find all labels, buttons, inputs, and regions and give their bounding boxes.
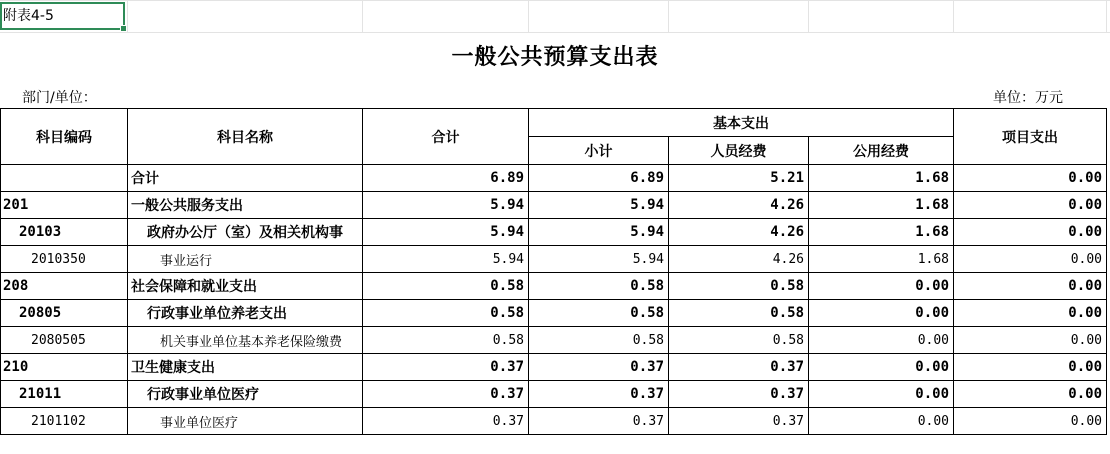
col-header-basic[interactable]: 基本支出	[529, 109, 954, 137]
cell-name[interactable]: 一般公共服务支出	[128, 192, 363, 219]
cell-public[interactable]: 0.00	[809, 381, 954, 408]
table-row[interactable]	[1, 246, 1107, 273]
col-header-subtotal[interactable]: 小计	[529, 137, 669, 165]
cell-project[interactable]: 0.00	[954, 300, 1107, 327]
table-row[interactable]	[1, 219, 1107, 246]
page-title: 一般公共预算支出表	[451, 45, 659, 70]
cell-total[interactable]: 6.89	[363, 165, 529, 192]
cell-personnel[interactable]: 0.37	[669, 381, 809, 408]
cell-name[interactable]: 卫生健康支出	[128, 354, 363, 381]
cell-public[interactable]: 0.00	[809, 354, 954, 381]
cell-personnel[interactable]: 4.26	[669, 192, 809, 219]
cell-public[interactable]: 1.68	[809, 246, 954, 273]
cell-personnel[interactable]: 0.37	[669, 408, 809, 435]
cell-personnel[interactable]: 4.26	[669, 246, 809, 273]
cell-total[interactable]: 0.58	[363, 300, 529, 327]
cell-project[interactable]: 0.00	[954, 381, 1107, 408]
cell-code[interactable]: 2010350	[1, 246, 128, 273]
unit-label: 单位：万元	[993, 90, 1063, 106]
cell-total[interactable]: 0.58	[363, 273, 529, 300]
cell-personnel[interactable]: 0.37	[669, 354, 809, 381]
cell-total[interactable]: 0.37	[363, 408, 529, 435]
table-row[interactable]	[1, 408, 1107, 435]
cell-code[interactable]: 201	[1, 192, 128, 219]
cell-public[interactable]: 0.00	[809, 327, 954, 354]
budget-table	[0, 108, 1107, 435]
cell-public[interactable]: 1.68	[809, 192, 954, 219]
col-header-total[interactable]: 合计	[363, 109, 529, 165]
cell-personnel[interactable]: 5.21	[669, 165, 809, 192]
cell-total[interactable]: 5.94	[363, 219, 529, 246]
cell-subtotal[interactable]: 5.94	[529, 246, 669, 273]
table-row[interactable]	[1, 273, 1107, 300]
table-row-total[interactable]	[1, 165, 1107, 192]
cell-subtotal[interactable]: 0.58	[529, 273, 669, 300]
cell-code[interactable]: 20103	[1, 219, 128, 246]
cell-public[interactable]: 1.68	[809, 219, 954, 246]
cell-subtotal[interactable]: 5.94	[529, 192, 669, 219]
cell-code[interactable]: 2101102	[1, 408, 128, 435]
cell-personnel[interactable]: 0.58	[669, 327, 809, 354]
cell-subtotal[interactable]: 0.58	[529, 327, 669, 354]
cell-personnel[interactable]: 0.58	[669, 273, 809, 300]
col-header-name[interactable]: 科目名称	[128, 109, 363, 165]
cell-name[interactable]: 社会保障和就业支出	[128, 273, 363, 300]
cell-name[interactable]: 事业运行	[128, 246, 363, 273]
cell-code[interactable]: 2080505	[1, 327, 128, 354]
cell-name[interactable]: 行政事业单位养老支出	[128, 300, 363, 327]
cell-code[interactable]: 208	[1, 273, 128, 300]
cell-public[interactable]: 1.68	[809, 165, 954, 192]
cell-subtotal[interactable]: 0.37	[529, 381, 669, 408]
table-row[interactable]	[1, 300, 1107, 327]
fill-handle[interactable]	[120, 25, 127, 32]
cell-project[interactable]: 0.00	[954, 246, 1107, 273]
cell-personnel[interactable]: 0.58	[669, 300, 809, 327]
cell-project[interactable]: 0.00	[954, 408, 1107, 435]
table-row[interactable]	[1, 354, 1107, 381]
dept-label: 部门/单位：	[22, 90, 97, 106]
cell-total[interactable]: 5.94	[363, 192, 529, 219]
cell-total[interactable]: 0.58	[363, 327, 529, 354]
cell-public[interactable]: 0.00	[809, 300, 954, 327]
cell-total[interactable]: 0.37	[363, 381, 529, 408]
cell-name[interactable]: 行政事业单位医疗	[128, 381, 363, 408]
cell-code[interactable]: 210	[1, 354, 128, 381]
cell-code[interactable]	[1, 165, 128, 192]
table-row[interactable]	[1, 327, 1107, 354]
cell-subtotal[interactable]: 6.89	[529, 165, 669, 192]
cell-subtotal[interactable]: 0.37	[529, 354, 669, 381]
spreadsheet-gridlines	[0, 0, 1110, 33]
cell-name[interactable]: 机关事业单位基本养老保险缴费	[128, 327, 363, 354]
cell-total[interactable]: 5.94	[363, 246, 529, 273]
col-header-personnel[interactable]: 人员经费	[669, 137, 809, 165]
table-row[interactable]	[1, 192, 1107, 219]
cell-project[interactable]: 0.00	[954, 327, 1107, 354]
cell-name[interactable]: 合计	[128, 165, 363, 192]
cell-subtotal[interactable]: 0.58	[529, 300, 669, 327]
cell-project[interactable]: 0.00	[954, 354, 1107, 381]
cell-code[interactable]: 21011	[1, 381, 128, 408]
col-header-project[interactable]: 项目支出	[954, 109, 1107, 165]
col-header-code[interactable]: 科目编码	[1, 109, 128, 165]
cell-public[interactable]: 0.00	[809, 273, 954, 300]
cell-project[interactable]: 0.00	[954, 273, 1107, 300]
cell-subtotal[interactable]: 5.94	[529, 219, 669, 246]
cell-project[interactable]: 0.00	[954, 192, 1107, 219]
cell-project[interactable]: 0.00	[954, 165, 1107, 192]
cell-name[interactable]: 政府办公厅（室）及相关机构事	[128, 219, 363, 246]
col-header-public[interactable]: 公用经费	[809, 137, 954, 165]
cell-project[interactable]: 0.00	[954, 219, 1107, 246]
cell-name[interactable]: 事业单位医疗	[128, 408, 363, 435]
cell-subtotal[interactable]: 0.37	[529, 408, 669, 435]
cell-total[interactable]: 0.37	[363, 354, 529, 381]
attachment-label: 附表4-5	[3, 8, 54, 24]
cell-public[interactable]: 0.00	[809, 408, 954, 435]
cell-code[interactable]: 20805	[1, 300, 128, 327]
table-row[interactable]	[1, 381, 1107, 408]
cell-personnel[interactable]: 4.26	[669, 219, 809, 246]
